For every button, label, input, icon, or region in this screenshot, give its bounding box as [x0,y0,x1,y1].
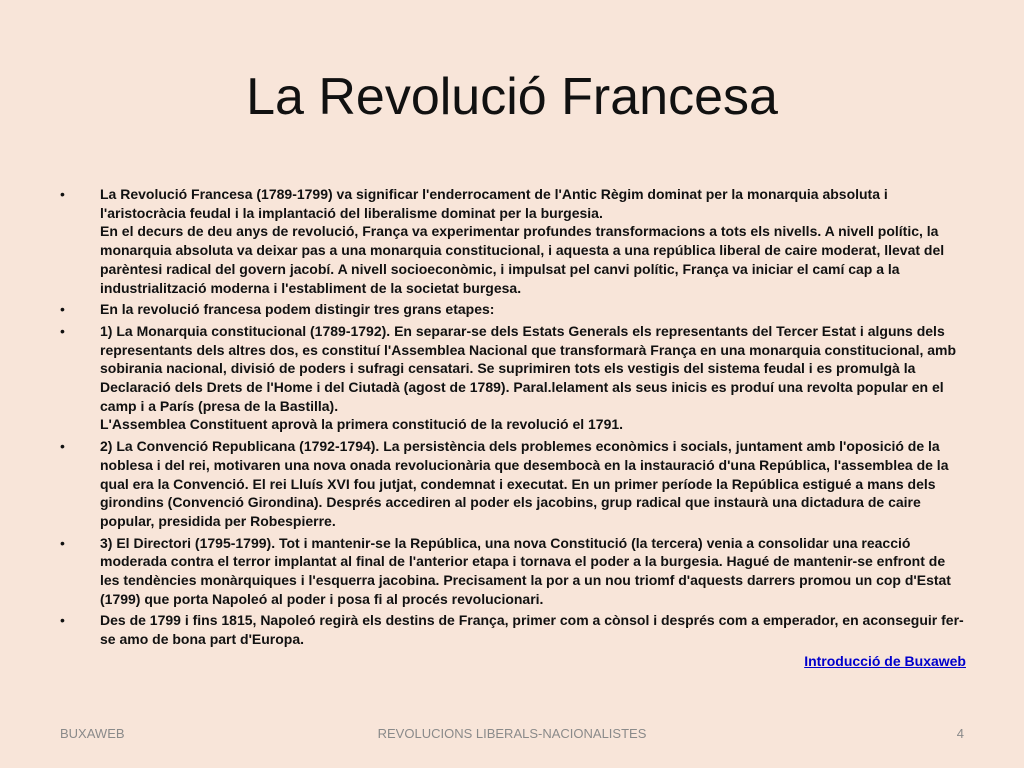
slide-title: La Revolució Francesa [246,68,778,126]
paragraph: • 3) El Directori (1795-1799). Tot i mantenir-se la República, una nova Constitució (la tercera) venia a consolidar una reacció moderada contra el terror implantat al final de l'anterior etapa i tornava el poder a la burgesia. Hagué de mantenir-se enfront de les tendències monàrquiques i l'esquerra jacobina. Precisament la por a un nou triomf d'aquests darrers promou un cop d'Estat (1799) que porta Napoleó al poder i posa fi al procés revolucionari. [100,534,951,607]
source-link[interactable]: Introducció de Buxaweb [804,652,966,669]
source-line [60,652,966,671]
bullet-item-constitutional-monarchy [60,322,966,434]
paragraph: • En la revolució francesa podem distingir tres grans etapes: [100,301,495,318]
paragraph: • Des de 1799 i fins 1815, Napoleó regirà els destins de França, primer com a cònsol i després com a emperador, en aconseguir fer-se amo de bona part d'Europa. [100,612,964,648]
bullet-item-stages [60,300,966,319]
page-number: 4 [956,726,964,741]
footer-left-text: BUXAWEB [60,726,125,741]
bullet-item-directory [60,534,966,609]
paragraph: L'Assemblea Constituent aprovà la primera constitució de la revolució el 1791. [100,416,624,433]
paragraph: • 2) La Convenció Republicana (1792-1794). La persistència dels problemes econòmics i socials, juntament amb l'oposició de la noblesa i del rei, motivaren una nova onada revolucionària que desembocà en la instauració d'una República, l'assemblea de la qual era la Convenció. El rei Lluís XVI fou jutjat, condemnat i executat. En un primer període la República estigué a mans dels girondins (Convenció Girondina). Després accediren al poder els jacobins, grup radical que instaurà una dictadura de caire popular, presidida per Robespierre. [100,438,949,529]
footer-center-text: REVOLUCIONS LIBERALS-NACIONALISTES [377,726,647,741]
slide-content [60,185,966,671]
bullet-item-intro [60,185,966,297]
paragraph: En el decurs de deu anys de revolució, França va experimentar profundes transformacions a tots els nivells. A nivell polític, la monarquia absoluta va deixar pas a una monarquia constitucional, i aquesta a una república liberal de caire moderat, llevat del parèntesi radical del govern jacobí. A nivell socioeconòmic, i impulsat pel canvi polític, França va iniciar el camí cap a la industrialització moderna i l'establiment de la societat burgesa. [100,223,945,296]
paragraph: • La Revolució Francesa (1789-1799) va significar l'enderrocament de l'Antic Règim dominat per la monarquia absoluta i l'aristocràcia feudal i la implantació del liberalisme dominat per la burgesia. [100,186,888,221]
bullet-list [60,185,966,649]
paragraph: • 1) La Monarquia constitucional (1789-1792). En separar-se dels Estats Generals els representants del Tercer Estat i alguns dels representants dels altres dos, es constituí l'Assemblea Nacional que transformarà França en una monarquia constitucional, amb sobirania nacional, divisió de poders i sufragi censatari. Se suprimiren tots els vestigis del sistema feudal i es promulgà la Declaració dels Drets de l'Home i del Ciutadà (agost de 1789). Paral.lelament als seus inicis es produí una revolta popular en el camp i a París (presa de la Bastilla). [100,322,957,414]
bullet-item-republican-convention [60,437,966,531]
bullet-item-napoleon [60,611,966,648]
